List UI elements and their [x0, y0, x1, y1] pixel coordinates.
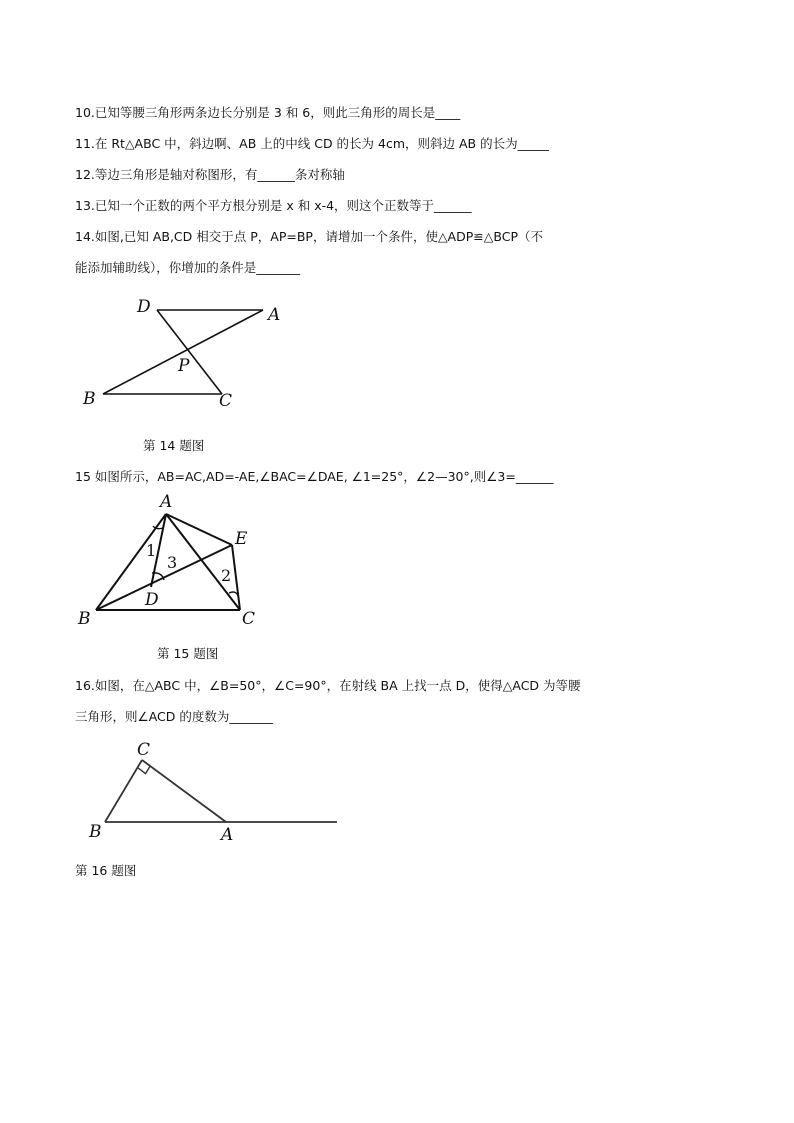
figure-16-caption: 第 16 题图: [75, 863, 137, 878]
segment-EC: [232, 545, 240, 610]
label-D: D: [145, 590, 159, 610]
label-C: C: [242, 609, 256, 629]
label-C: C: [219, 391, 233, 411]
label-B: B: [89, 822, 102, 842]
question-10: 10.已知等腰三角形两条边长分别是 3 和 6，则此三角形的周长是____: [75, 105, 461, 120]
segment-BA: [103, 310, 263, 394]
label-P: P: [178, 356, 190, 376]
label-B: B: [78, 609, 91, 629]
segment-AB: [96, 514, 166, 610]
label-angle-1: 1: [146, 541, 157, 560]
question-11: 11.在 Rt△ABC 中，斜边啊、AB 上的中线 CD 的长为 4cm，则斜边 AB 的长为_____: [75, 136, 549, 151]
right-angle-mark: [138, 766, 151, 774]
question-15: 15 如图所示，AB=AC,AD=-AE,∠BAC=∠DAE, ∠1=25°，∠2—30°,则∠3=______: [75, 469, 554, 484]
question-16-line-1: 16.如图，在△ABC 中，∠B=50°，∠C=90°，在射线 BA 上找一点 D，使得△ACD 为等腰: [75, 678, 581, 693]
question-13: 13.已知一个正数的两个平方根分别是 x 和 x-4，则这个正数等于______: [75, 198, 472, 213]
angle-2-arc: [229, 592, 238, 596]
angle-1-arc: [153, 526, 163, 529]
question-12: 12.等边三角形是轴对称图形，有______条对称轴: [75, 167, 345, 182]
label-B: B: [83, 389, 96, 409]
label-A: A: [221, 825, 234, 845]
segment-CA: [142, 760, 226, 822]
label-E: E: [235, 529, 248, 549]
segment-AC: [166, 514, 240, 610]
question-16-line-2: 三角形，则∠ACD 的度数为_______: [75, 709, 274, 724]
segment-BE: [96, 545, 232, 610]
label-C: C: [137, 740, 151, 760]
segment-CB: [105, 760, 142, 822]
segment-DC: [157, 310, 222, 394]
label-angle-2: 2: [221, 566, 232, 585]
question-14-line-1: 14.如图,已知 AB,CD 相交于点 P，AP=BP，请增加一个条件，使△ADP≌△BCP（不: [75, 229, 543, 244]
label-D: D: [137, 297, 151, 317]
label-A: A: [268, 305, 281, 325]
segment-AE: [166, 514, 232, 545]
figure-15-caption: 第 15 题图: [157, 646, 219, 661]
segment-AD: [151, 514, 166, 587]
label-angle-3: 3: [167, 553, 178, 572]
figure-14-caption: 第 14 题图: [143, 438, 205, 453]
label-A: A: [160, 492, 173, 512]
angle-3-arc: [152, 573, 164, 580]
question-14-line-2: 能添加辅助线），你增加的条件是_______: [75, 260, 301, 275]
